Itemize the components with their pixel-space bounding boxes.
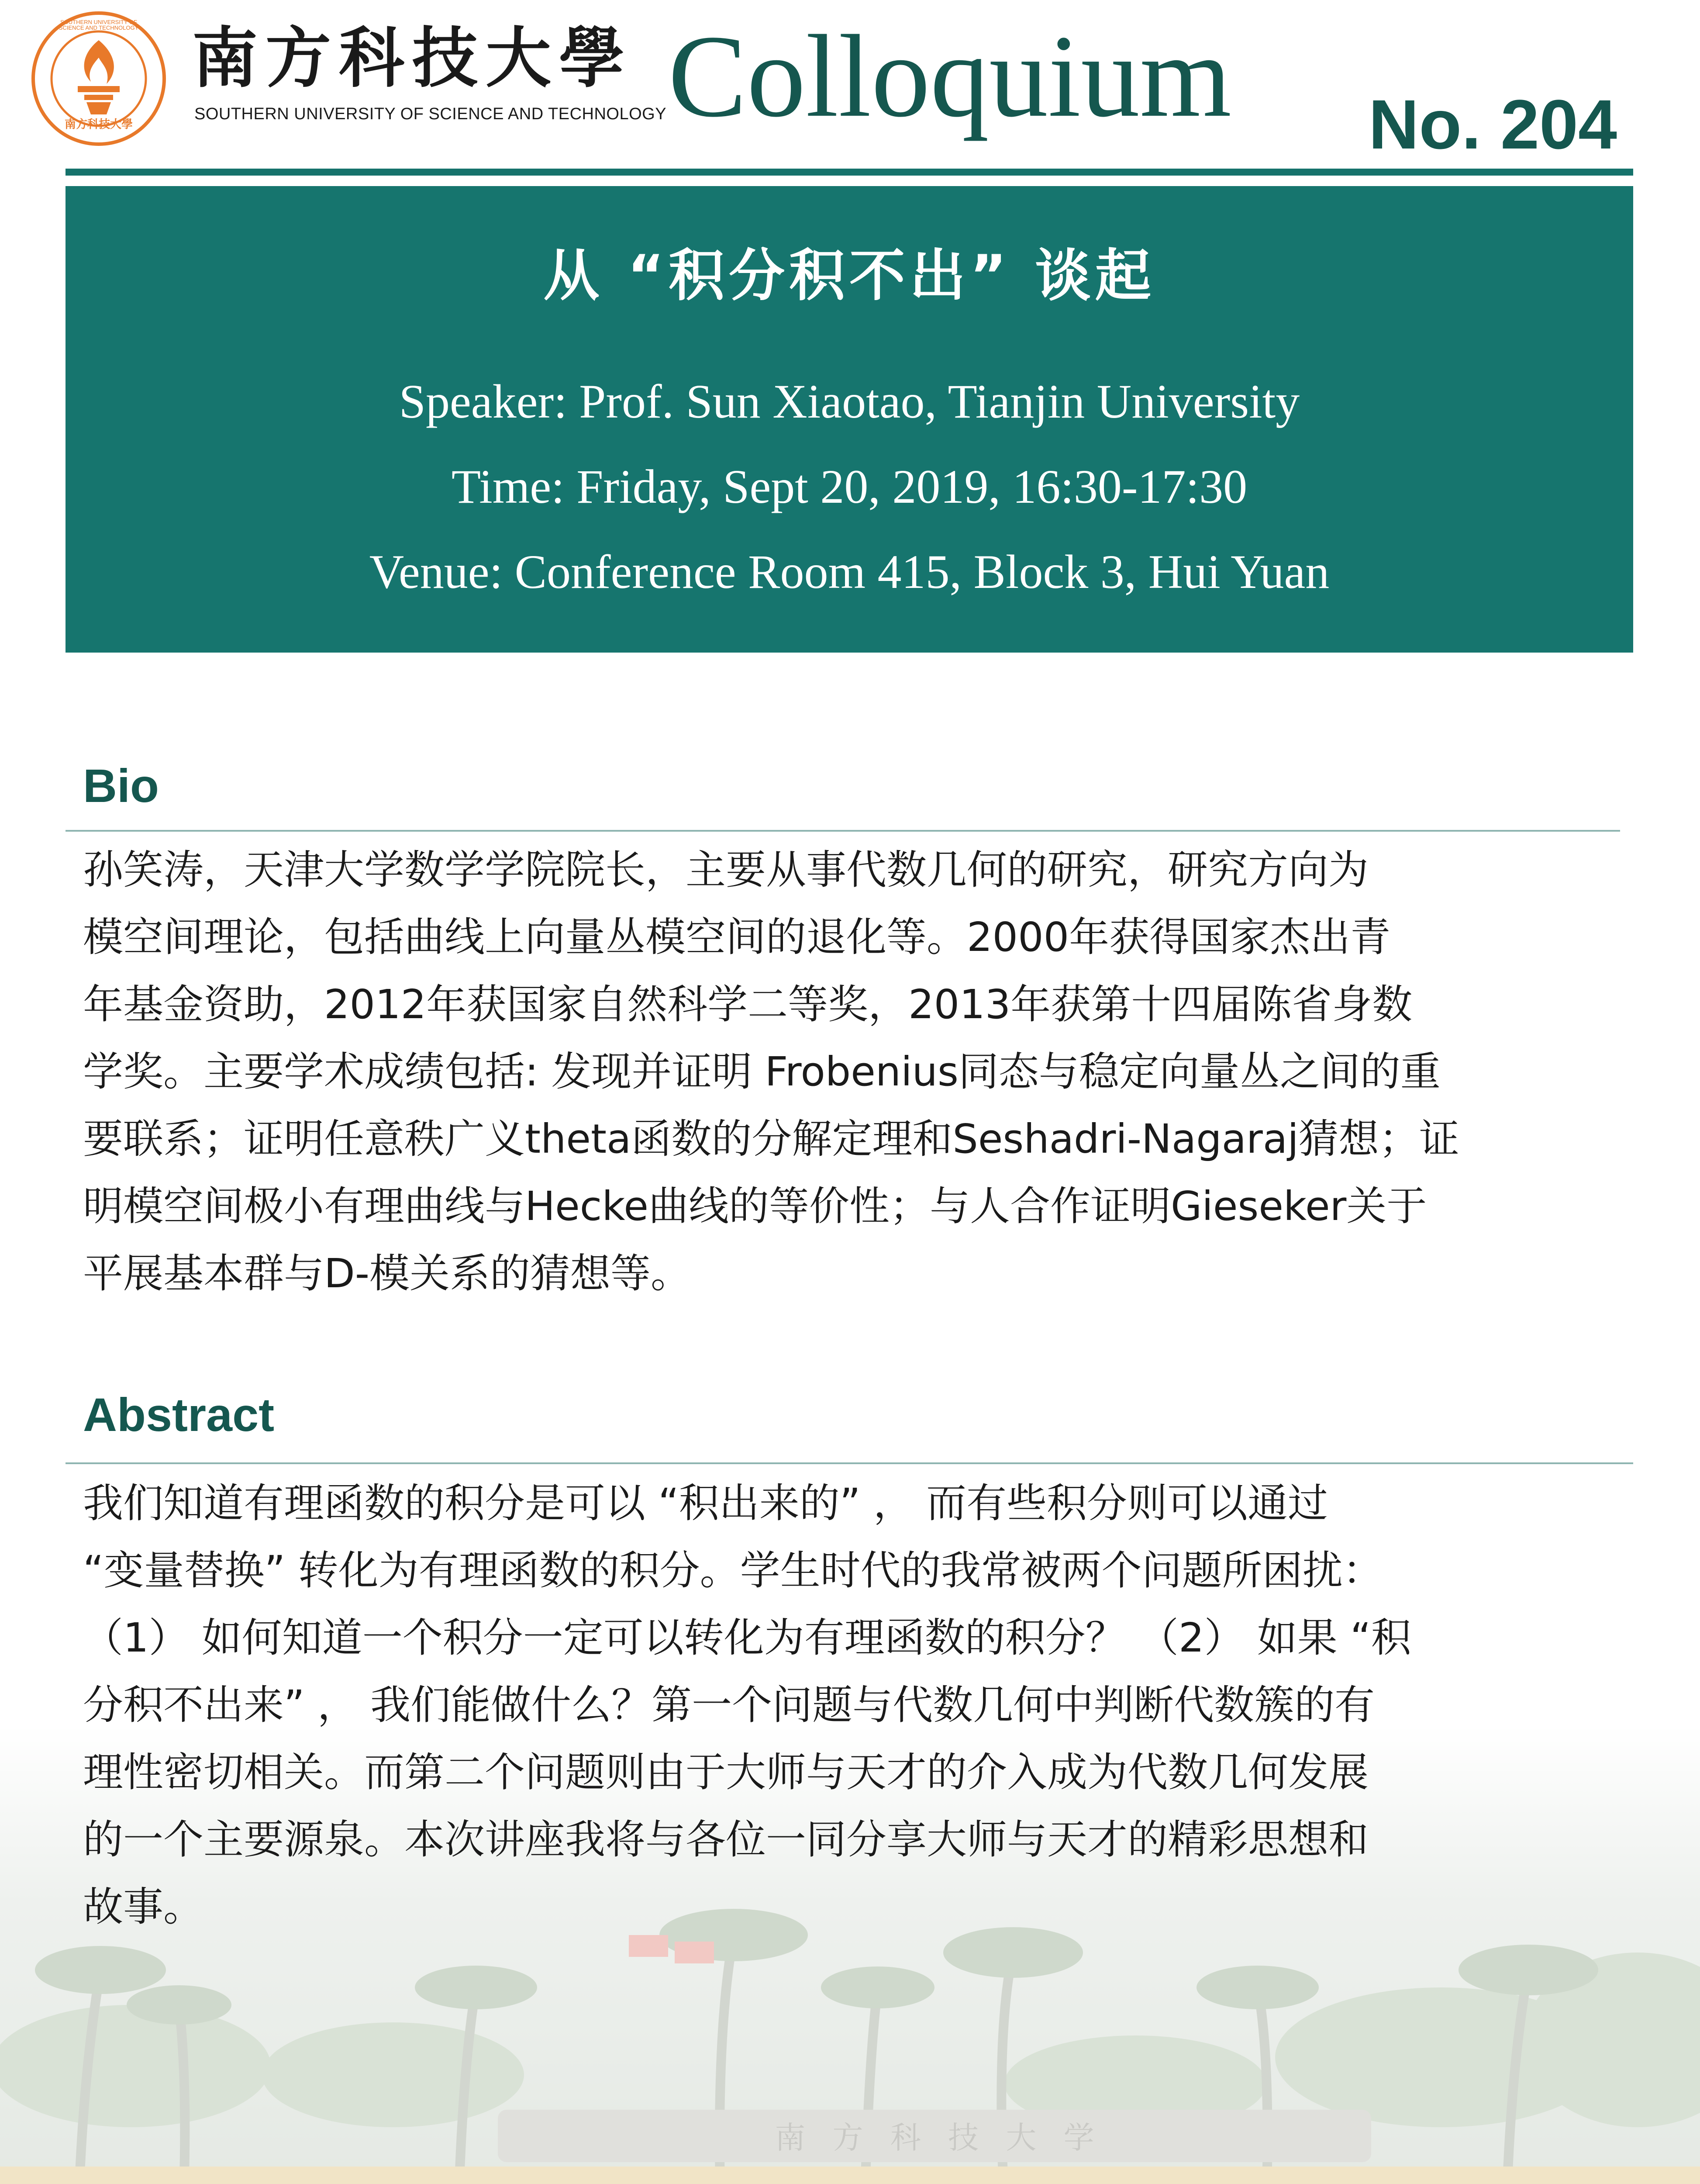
time-line: Time: Friday, Sept 20, 2019, 16:30-17:30 [451,460,1248,513]
university-logo [30,10,168,148]
bio-line: 学奖。主要学术成绩包括: 发现并证明 Frobenius同态与稳定向量丛之间的重 [83,1048,1441,1095]
abstract-text [83,1470,1642,1941]
talk-title: 从 “积分积不出” 谈起 [543,243,1155,308]
colloquium-number: No. 204 [1368,85,1617,163]
bio-heading: Bio [83,759,159,812]
university-name-en: SOUTHERN UNIVERSITY OF SCIENCE AND TECHNOLOGY [194,105,667,123]
campus-sign-text: 南 方 科 技 大 学 [775,2120,1103,2156]
bio-line: 明模空间极小有理曲线与Hecke曲线的等价性；与人合作证明Gieseker关于 [83,1183,1427,1230]
abstract-line: 的一个主要源泉。本次讲座我将与各位一同分享大师与天才的精彩思想和 [83,1816,1369,1863]
abstract-line: “变量替换” 转化为有理函数的积分。学生时代的我常被两个问题所困扰： [83,1547,1383,1594]
abstract-line: 理性密切相关。而第二个问题则由于大师与天才的介入成为代数几何发展 [83,1749,1369,1796]
bio-line: 要联系；证明任意秩广义theta函数的分解定理和Seshadri-Nagaraj猜想；证 [83,1116,1459,1162]
abstract-line: 分积不出来” ， 我们能做什么？第一个问题与代数几何中判断代数簇的有 [83,1682,1375,1728]
venue-line: Venue: Conference Room 415, Block 3, Hui Yuan [369,545,1330,598]
abstract-line: 我们知道有理函数的积分是可以 “积出来的” ， 而有些积分则可以通过 [83,1480,1328,1527]
bio-line: 平展基本群与D-模关系的猜想等。 [83,1250,691,1297]
bio-line: 年基金资助，2012年获国家自然科学二等奖，2013年获第十四届陈省身数 [83,981,1413,1028]
bio-divider [66,830,1620,832]
series-title: Colloquium [668,11,1232,142]
abstract-heading: Abstract [83,1388,275,1441]
university-name-cn: 南方科技大學 [192,20,633,97]
bio-line: 孙笑涛，天津大学数学学院院长，主要从事代数几何的研究，研究方向为 [83,847,1369,893]
header-divider [66,169,1633,176]
bio-line: 模空间理论，包括曲线上向量丛模空间的退化等。2000年获得国家杰出青 [83,914,1391,961]
abstract-line: （1） 如何知道一个积分一定可以转化为有理函数的积分？ （2） 如果 “积 [83,1614,1411,1661]
logo-ring-text: SOUTHERN UNIVERSITY OF SCIENCE AND TECHNOLOGY [59,19,139,31]
abstract-divider [66,1462,1633,1464]
bio-text [83,836,1620,1307]
abstract-line: 故事。 [83,1883,204,1930]
logo-bottom-text: 南方科技大學 [64,118,133,131]
talk-info-panel [66,186,1633,653]
speaker-line: Speaker: Prof. Sun Xiaotao, Tianjin University [399,375,1300,428]
